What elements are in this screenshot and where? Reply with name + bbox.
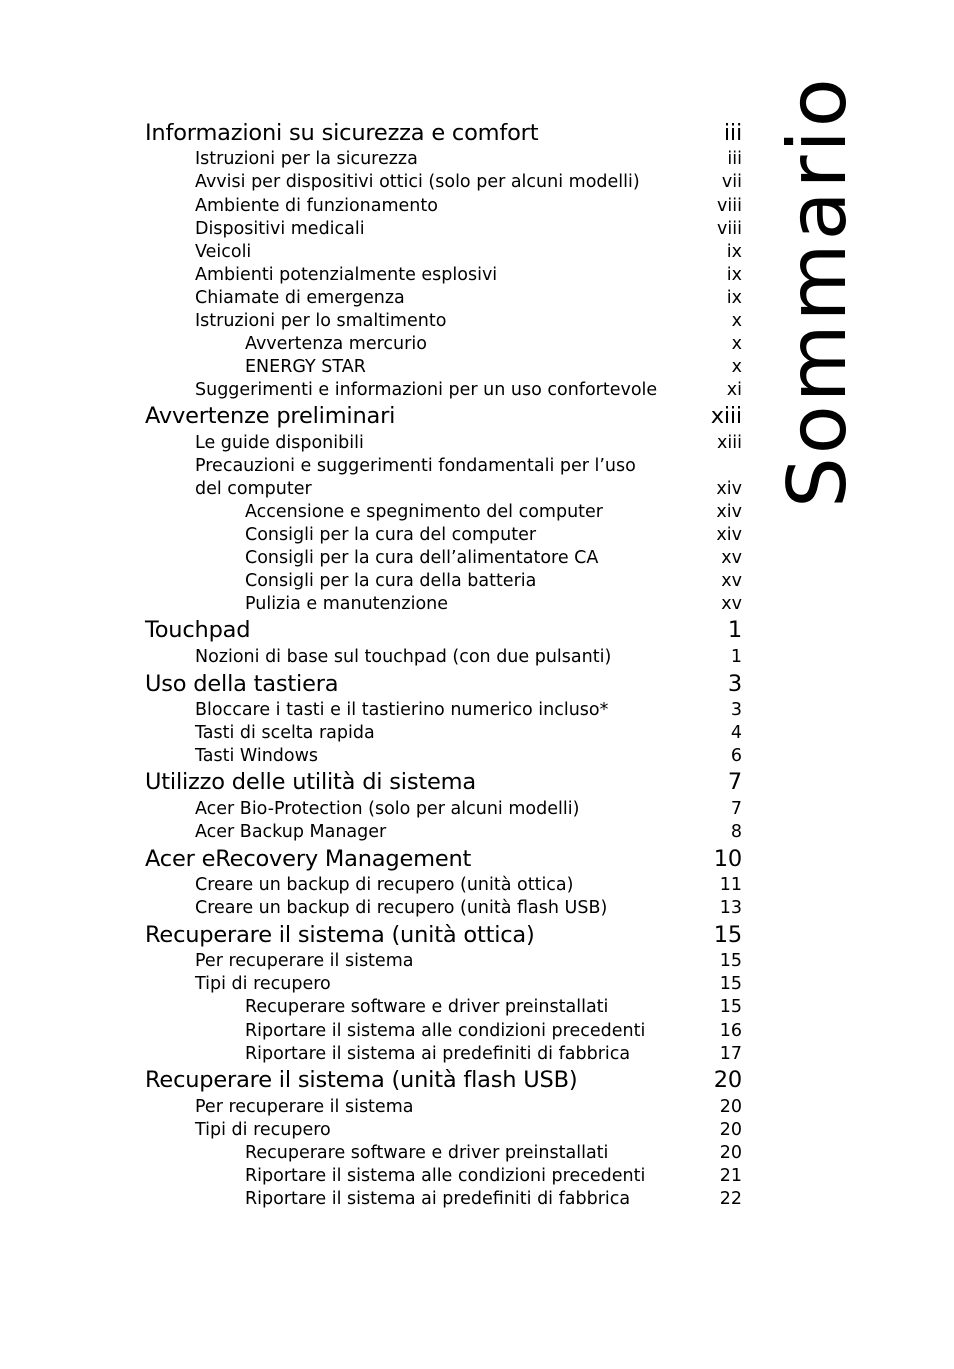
toc-entry-title: Istruzioni per lo smaltimento	[195, 311, 447, 331]
toc-section-entry[interactable]	[0, 897, 954, 919]
toc-entry-title: ENERGY STAR	[245, 357, 366, 377]
toc-entry-page-number: 11	[719, 875, 742, 895]
toc-entry-page-number: 15	[713, 922, 742, 948]
toc-entry-page-number: 4	[730, 723, 742, 743]
toc-entry-title: Ambienti potenzialmente esplosivi	[195, 265, 498, 285]
toc-entry-page-number: vii	[721, 172, 742, 192]
toc-entry-page-number: 20	[713, 1067, 742, 1093]
toc-entry-title: Istruzioni per la sicurezza	[195, 149, 418, 169]
toc-entry-title: Bloccare i tasti e il tastierino numerico incluso*	[195, 700, 609, 720]
toc-entry-page-number: 21	[719, 1166, 742, 1186]
toc-entry-page-number: 7	[730, 799, 742, 819]
toc-entry-title: Acer Bio-Protection (solo per alcuni modelli)	[195, 799, 580, 819]
toc-entry-title: Recuperare software e driver preinstallati	[245, 1143, 609, 1163]
toc-subsection-entry[interactable]	[0, 593, 954, 615]
toc-entry-page-number: xiv	[716, 525, 742, 545]
toc-section-entry[interactable]	[0, 241, 954, 263]
toc-section-entry[interactable]	[0, 745, 954, 767]
toc-section-entry[interactable]	[0, 1119, 954, 1141]
toc-entry-page-number: viii	[717, 219, 742, 239]
toc-chapter-entry[interactable]	[0, 921, 954, 949]
toc-section-entry[interactable]	[0, 310, 954, 332]
toc-entry-title: Suggerimenti e informazioni per un uso confortevole	[195, 380, 658, 400]
toc-entry-title: Consigli per la cura dell’alimentatore CA	[245, 548, 599, 568]
toc-entry-page-number: x	[731, 357, 742, 377]
toc-entry-page-number: 13	[719, 898, 742, 918]
toc-chapter-entry[interactable]	[0, 845, 954, 873]
toc-entry-title: Acer Backup Manager	[195, 822, 387, 842]
toc-section-entry[interactable]	[0, 821, 954, 843]
toc-entry-title: Per recuperare il sistema	[195, 1097, 414, 1117]
toc-entry-title: Accensione e spegnimento del computer	[245, 502, 603, 522]
toc-section-entry[interactable]	[0, 264, 954, 286]
toc-entry-page-number: x	[731, 334, 742, 354]
toc-entry-title: Le guide disponibili	[195, 433, 364, 453]
toc-entry-page-number: xiii	[717, 433, 742, 453]
toc-section-entry[interactable]	[0, 798, 954, 820]
toc-entry-page-number: xiii	[710, 403, 742, 429]
toc-entry-page-number: x	[731, 311, 742, 331]
toc-entry-page-number: xv	[721, 548, 742, 568]
toc-subsection-entry[interactable]	[0, 570, 954, 592]
toc-entry-title: Consigli per la cura della batteria	[245, 571, 537, 591]
toc-section-entry[interactable]	[0, 432, 954, 454]
toc-subsection-entry[interactable]	[0, 1043, 954, 1065]
toc-entry-title: Touchpad	[145, 617, 251, 643]
toc-entry-title: Dispositivi medicali	[195, 219, 365, 239]
toc-entry-title: Uso della tastiera	[145, 671, 339, 697]
toc-subsection-entry[interactable]	[0, 1142, 954, 1164]
toc-entry-page-number: 3	[727, 671, 742, 697]
toc-entry-page-number: 1	[727, 617, 742, 643]
toc-subsection-entry[interactable]	[0, 501, 954, 523]
toc-entry-title: Per recuperare il sistema	[195, 951, 414, 971]
toc-entry-page-number: ix	[726, 242, 742, 262]
toc-entry-page-number: 15	[719, 997, 742, 1017]
toc-entry-title: Riportare il sistema ai predefiniti di fabbrica	[245, 1189, 631, 1209]
toc-entry-page-number: 20	[719, 1143, 742, 1163]
toc-entry-page-number: ix	[726, 288, 742, 308]
toc-section-entry[interactable]	[0, 1096, 954, 1118]
toc-subsection-entry[interactable]	[0, 524, 954, 546]
toc-section-entry[interactable]	[0, 455, 954, 477]
toc-entry-title: Riportare il sistema alle condizioni precedenti	[245, 1166, 646, 1186]
toc-chapter-entry[interactable]	[0, 670, 954, 698]
toc-subsection-entry[interactable]	[0, 996, 954, 1018]
toc-section-entry[interactable]	[0, 287, 954, 309]
toc-entry-page-number: 6	[730, 746, 742, 766]
toc-entry-page-number: iii	[727, 149, 742, 169]
toc-section-entry[interactable]	[0, 699, 954, 721]
toc-entry-page-number: 16	[719, 1021, 742, 1041]
toc-section-entry[interactable]	[0, 218, 954, 240]
toc-entry-title: Utilizzo delle utilità di sistema	[145, 769, 476, 795]
toc-entry-page-number: xiv	[716, 479, 742, 499]
toc-entry-page-number: 1	[730, 647, 742, 667]
toc-subsection-entry[interactable]	[0, 1165, 954, 1187]
toc-entry-page-number: 17	[719, 1044, 742, 1064]
toc-entry-title: Avvertenza mercurio	[245, 334, 427, 354]
toc-entry-title: Acer eRecovery Management	[145, 846, 472, 872]
toc-subsection-entry[interactable]	[0, 333, 954, 355]
toc-section-entry[interactable]	[0, 722, 954, 744]
toc-subsection-entry[interactable]	[0, 1188, 954, 1210]
toc-section-entry[interactable]	[0, 171, 954, 193]
toc-entry-page-number: viii	[717, 196, 742, 216]
toc-entry-page-number: iii	[723, 120, 742, 146]
toc-subsection-entry[interactable]	[0, 547, 954, 569]
toc-entry-title: Tipi di recupero	[195, 974, 331, 994]
toc-entry-page-number: 8	[730, 822, 742, 842]
toc-entry-page-number: xv	[721, 594, 742, 614]
toc-entry-page-number: 20	[719, 1120, 742, 1140]
toc-section-entry[interactable]	[0, 195, 954, 217]
toc-subsection-entry[interactable]	[0, 356, 954, 378]
toc-entry-title: Veicoli	[195, 242, 252, 262]
toc-section-entry[interactable]	[0, 874, 954, 896]
toc-chapter-entry[interactable]	[0, 768, 954, 796]
toc-entry-title: del computer	[195, 479, 312, 499]
toc-entry-title: Creare un backup di recupero (unità flash USB)	[195, 898, 608, 918]
toc-entry-page-number: 3	[730, 700, 742, 720]
toc-entry-page-number: 10	[713, 846, 742, 872]
sommario-title: Sommario	[771, 75, 864, 508]
toc-entry-title: Ambiente di funzionamento	[195, 196, 438, 216]
toc-chapter-entry[interactable]	[0, 402, 954, 430]
toc-entry-title: Nozioni di base sul touchpad (con due pulsanti)	[195, 647, 612, 667]
toc-entry-title: Informazioni su sicurezza e comfort	[145, 120, 539, 146]
toc-chapter-entry[interactable]	[0, 1066, 954, 1094]
toc-chapter-entry[interactable]	[0, 119, 954, 147]
toc-entry-title: Recuperare il sistema (unità ottica)	[145, 922, 535, 948]
toc-entry-page-number: 15	[719, 951, 742, 971]
toc-entry-page-number: 7	[727, 769, 742, 795]
toc-entry-title: Consigli per la cura del computer	[245, 525, 537, 545]
toc-entry-page-number: xi	[726, 380, 742, 400]
toc-entry-title: Tasti Windows	[195, 746, 319, 766]
toc-entry-title: Recuperare software e driver preinstallati	[245, 997, 609, 1017]
toc-section-entry[interactable]	[0, 478, 954, 500]
toc-entry-page-number: ix	[726, 265, 742, 285]
toc-entry-title: Avvisi per dispositivi ottici (solo per alcuni modelli)	[195, 172, 640, 192]
toc-section-entry[interactable]	[0, 950, 954, 972]
toc-entry-page-number: 20	[719, 1097, 742, 1117]
toc-entry-page-number: 15	[719, 974, 742, 994]
toc-entry-title: Riportare il sistema alle condizioni precedenti	[245, 1021, 646, 1041]
toc-section-entry[interactable]	[0, 379, 954, 401]
toc-entry-title: Chiamate di emergenza	[195, 288, 405, 308]
toc-entry-page-number: 22	[719, 1189, 742, 1209]
toc-section-entry[interactable]	[0, 646, 954, 668]
toc-entry-title: Pulizia e manutenzione	[245, 594, 449, 614]
toc-subsection-entry[interactable]	[0, 1020, 954, 1042]
toc-chapter-entry[interactable]	[0, 616, 954, 644]
toc-entry-title: Creare un backup di recupero (unità ottica)	[195, 875, 574, 895]
toc-section-entry[interactable]	[0, 973, 954, 995]
toc-entry-title: Recuperare il sistema (unità flash USB)	[145, 1067, 578, 1093]
toc-section-entry[interactable]	[0, 148, 954, 170]
toc-entry-title: Tasti di scelta rapida	[195, 723, 375, 743]
toc-entry-title: Riportare il sistema ai predefiniti di fabbrica	[245, 1044, 631, 1064]
toc-entry-title: Avvertenze preliminari	[145, 403, 396, 429]
toc-entry-page-number: xv	[721, 571, 742, 591]
toc-entry-title: Precauzioni e suggerimenti fondamentali per l’uso	[195, 456, 636, 476]
toc-entry-title: Tipi di recupero	[195, 1120, 331, 1140]
toc-entry-page-number: xiv	[716, 502, 742, 522]
